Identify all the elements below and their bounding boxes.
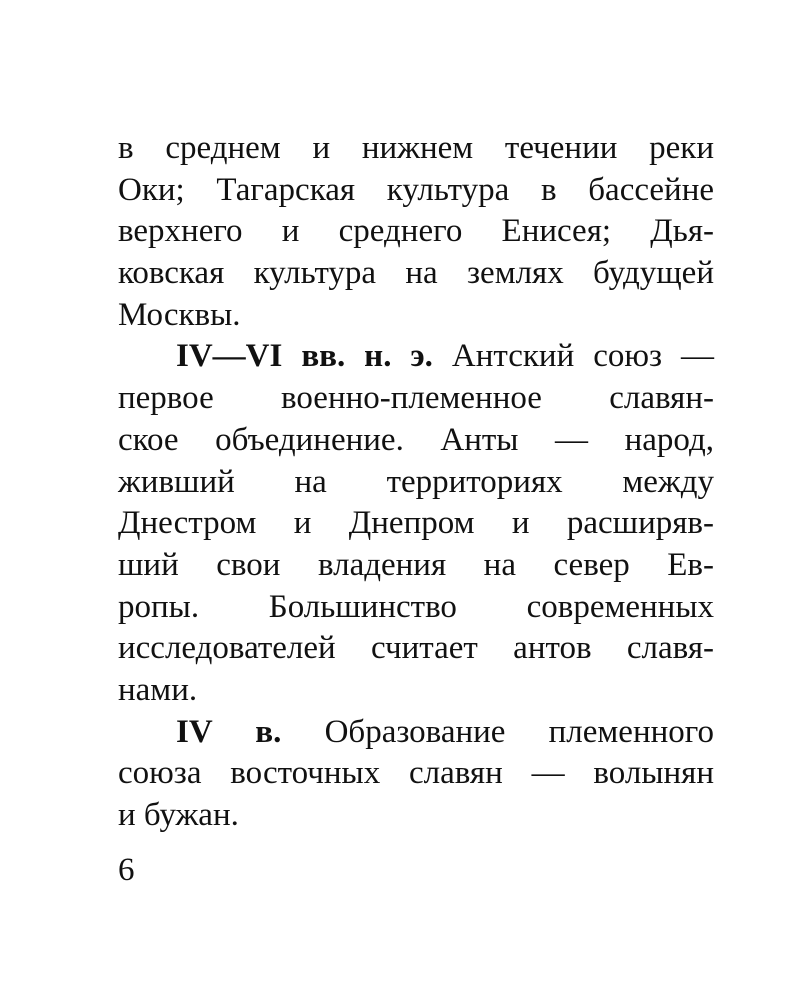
text-line: союза восточных славян — волынян xyxy=(118,755,714,792)
text-line: исследователей считает антов славя- xyxy=(118,630,714,667)
text-line: Оки; Тагарская культура в бассейне xyxy=(118,171,714,208)
text-line: первое военно-племенное славян- xyxy=(118,380,714,417)
entry-text: Образование племенного xyxy=(281,713,714,750)
text-line: нами. xyxy=(118,671,198,708)
text-line: ропы. Большинство современных xyxy=(118,588,714,625)
page-number: 6 xyxy=(118,852,135,888)
entry-date: IV—VI вв. н. э. xyxy=(176,338,433,375)
text-line: ший свои владения на север Ев- xyxy=(118,546,714,583)
text-line: ское объединение. Анты — народ, xyxy=(118,421,714,458)
entry-date: IV в. xyxy=(176,713,282,750)
entry-text: Антский союз — xyxy=(432,338,715,375)
body-text xyxy=(118,128,714,837)
text-line: и бужан. xyxy=(118,797,239,833)
text-line: в среднем и нижнем течении реки xyxy=(118,130,714,166)
text-line: ковская культура на землях будущей xyxy=(118,255,714,292)
text-line: Днестром и Днепром и расширяв- xyxy=(118,505,714,542)
text-line: верхнего и среднего Енисея; Дья- xyxy=(118,213,714,250)
entry-heading-line xyxy=(118,336,714,378)
entry-heading-line xyxy=(118,712,714,754)
text-line: живший на территориях между xyxy=(118,463,714,500)
text-line: Москвы. xyxy=(118,296,241,333)
